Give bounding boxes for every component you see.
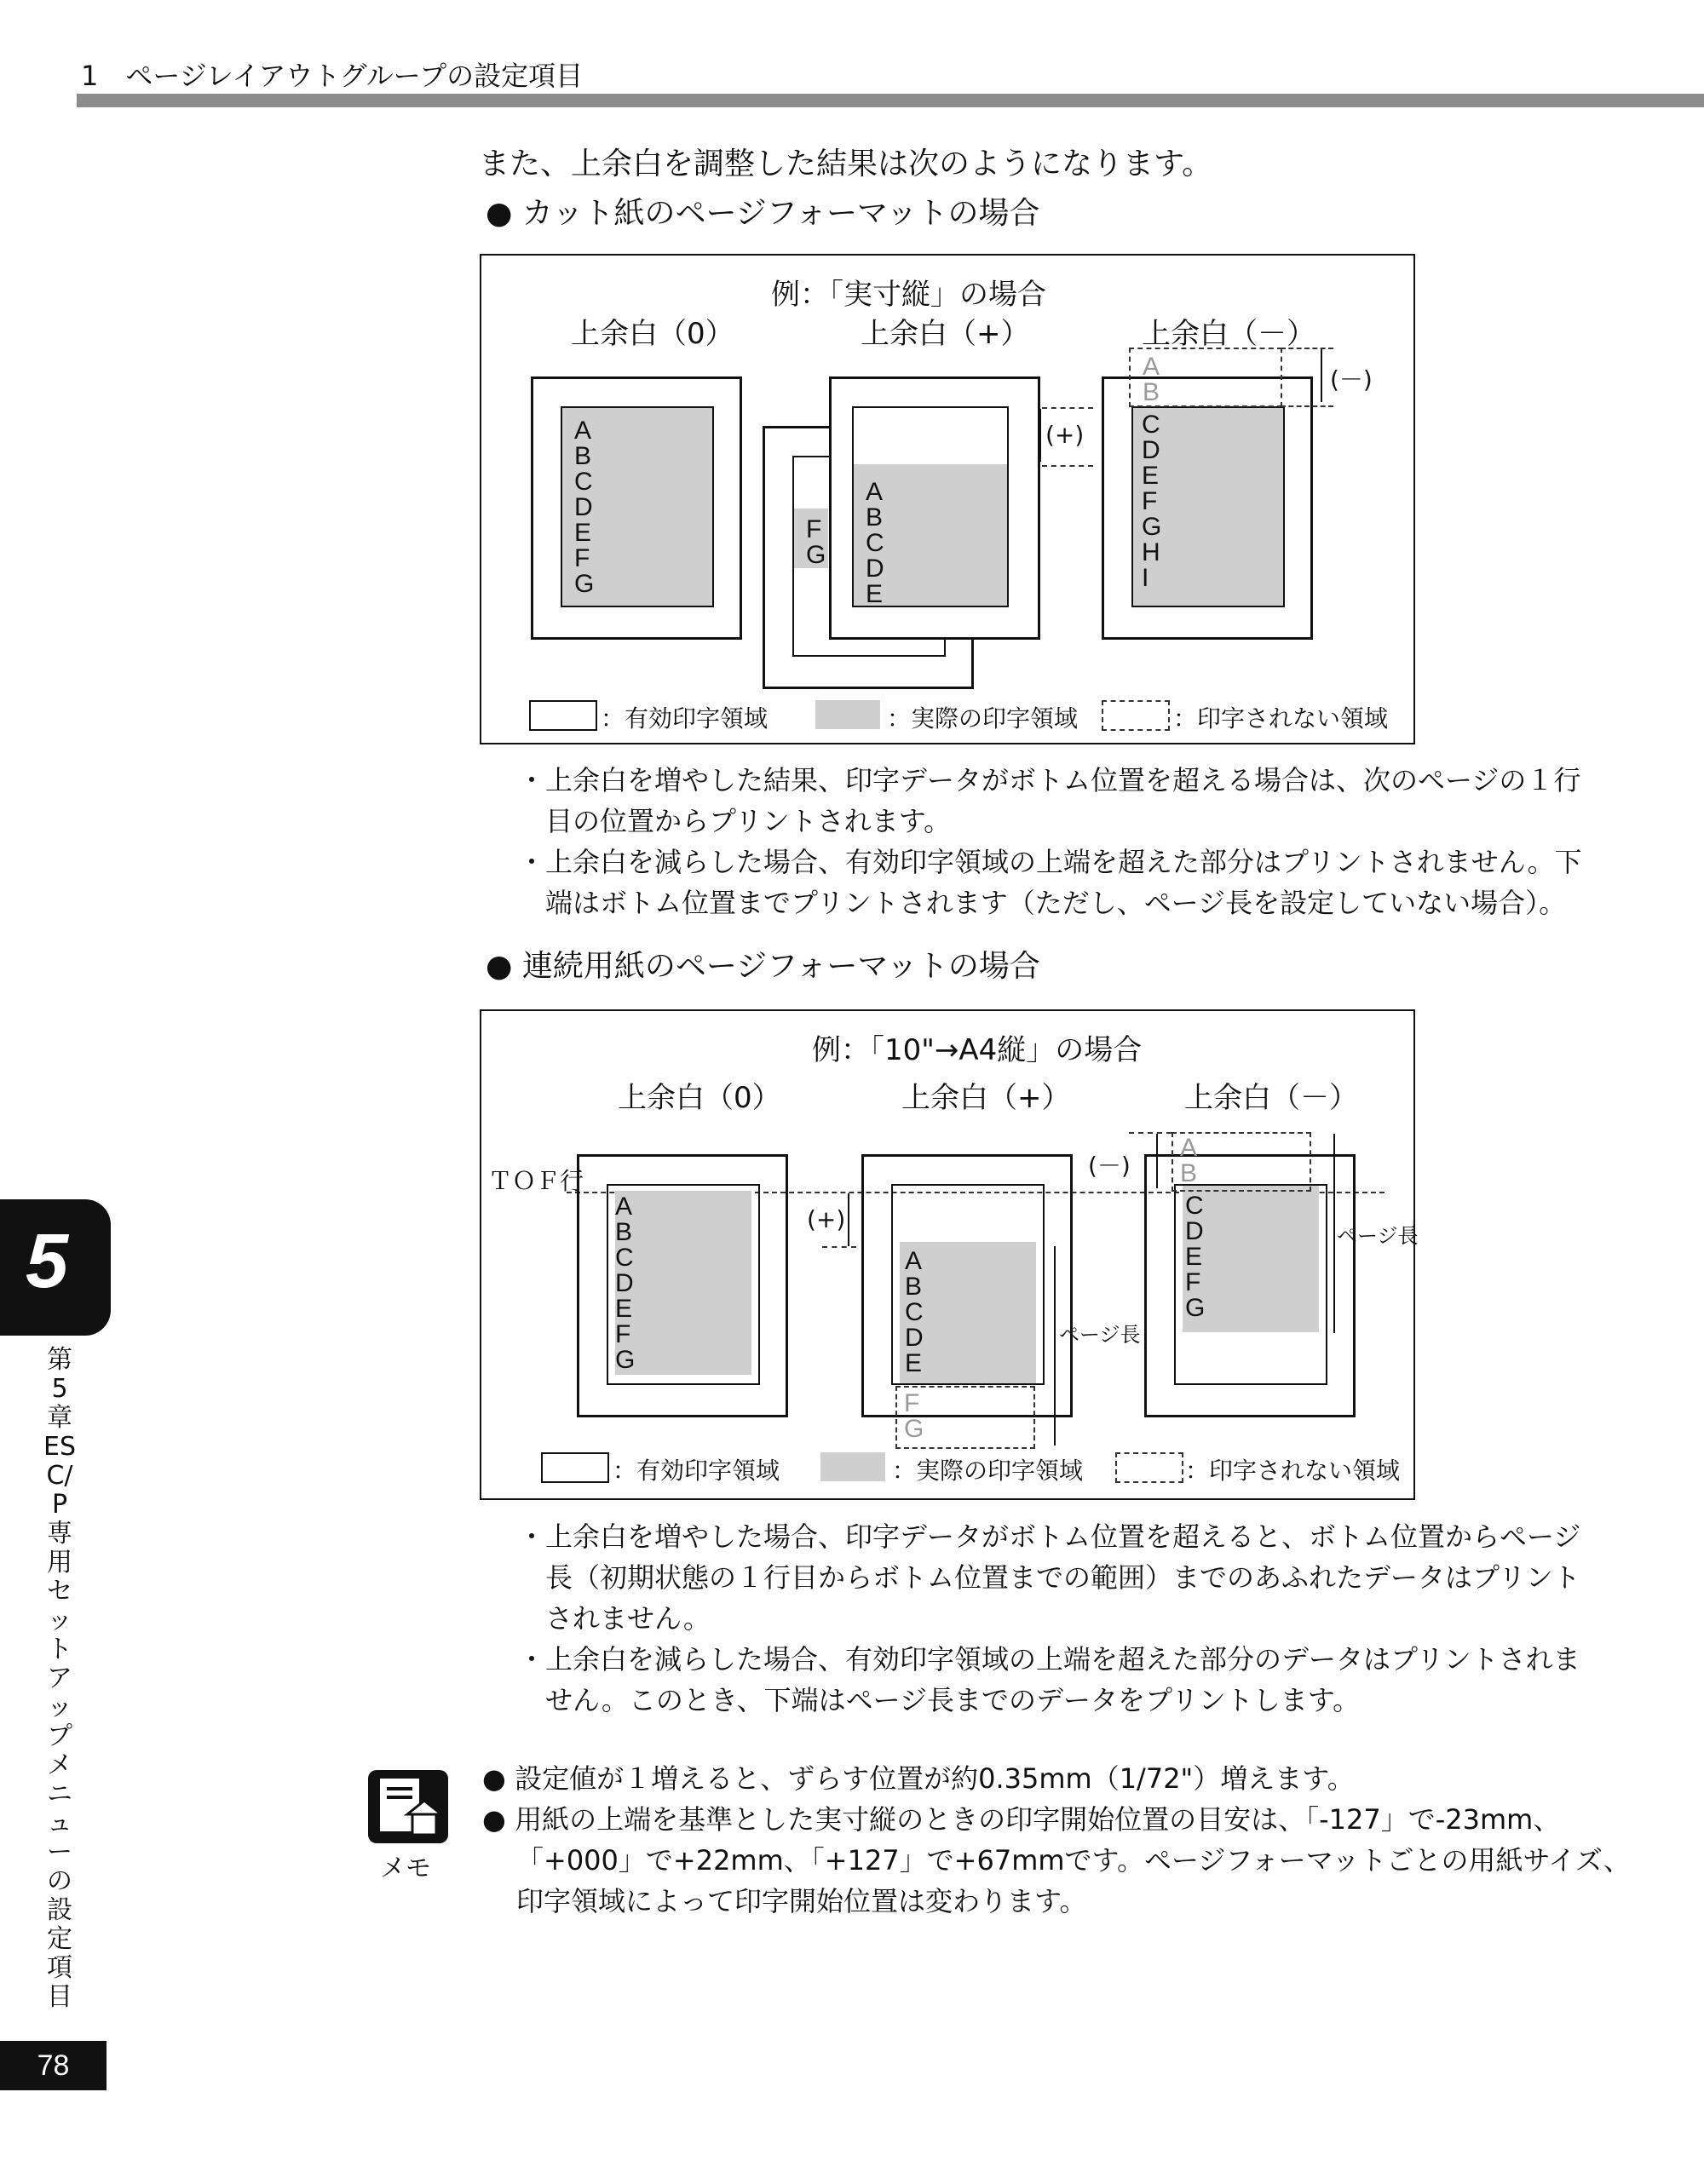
fig1-legend-actual: ：実際の印字領域 (887, 704, 1079, 733)
fig1-page0 (531, 376, 742, 640)
notes2 (518, 1516, 1580, 1721)
fig2-legend-actual-swatch (820, 1452, 885, 1481)
fig2-pagem (1144, 1154, 1356, 1417)
fig1-pagep-back-letters: FG (806, 515, 826, 569)
fig1-pagem-unprinted (1129, 348, 1282, 407)
memo-label: メモ (380, 1854, 431, 1883)
fig1-colp: 上余白（+） (861, 317, 1030, 351)
fig1-legend-valid-swatch (529, 700, 597, 731)
fig1-pagem-gray-letters: AB (1143, 353, 1160, 406)
note2-line: されません。 (545, 1602, 711, 1635)
fig1-legend-none-swatch (1102, 700, 1170, 731)
fig2-pagelen-p: ページ長 (1059, 1323, 1141, 1347)
notes1 (518, 760, 1582, 923)
fig2-legend-none: ：印字されない領域 (1185, 1457, 1401, 1485)
side-chapter-text: 第5章 ESC/P専用セットアップメニュー の設定項目 (43, 1345, 76, 2012)
fig1-title: 例：「実寸縦」の場合 (771, 278, 1046, 312)
note1-line: 端はボトム位置までプリントされます（ただし、ページ長を設定していない場合）。 (545, 887, 1567, 919)
fig1-pagem (1102, 376, 1313, 640)
memo-item: ● 用紙の上端を基準とした実寸縦のときの印字開始位置の目安は、「-127」で-23mm、 (482, 1803, 1561, 1836)
fig2-colp: 上余白（+） (901, 1081, 1071, 1115)
fig1-page0-print (561, 406, 714, 607)
fig2-pagelen-m: ページ長 (1337, 1224, 1419, 1248)
header-rule (77, 94, 1704, 107)
fig2-plus-label: (+) (807, 1205, 846, 1233)
intro-text: また、上余白を調整した結果は次のようになります。 (479, 147, 1213, 181)
fig1-col0: 上余白（0） (571, 317, 734, 351)
fig1-page0-letters: ABCDEFG (574, 417, 595, 598)
fig1-minus-label: (－) (1330, 365, 1373, 394)
note2-line: 長（初期状態の１行目からボトム位置までの範囲）までのあふれたデータはプリント (545, 1561, 1580, 1594)
note1-line: 目の位置からプリントされます。 (545, 805, 952, 837)
memo-list (482, 1758, 1631, 1922)
note1-line: ・上余白を減らした場合、有効印字領域の上端を超えた部分はプリントされません。下 (518, 846, 1582, 878)
fig1-pagem-letters: CDEFGHI (1142, 411, 1162, 592)
memo-item-cont: 「+000」で+22mm、「+127」で+67mmです。ページフォーマットごとの用紙サイズ、 (516, 1844, 1631, 1877)
fig2-pagep-gray-letters: FG (904, 1389, 924, 1443)
memo-item-cont: 印字領域によって印字開始位置は変わります。 (516, 1885, 1087, 1917)
section2-heading: ● 連続用紙のページフォーマットの場合 (486, 949, 1040, 984)
fig1-legend-actual-swatch (815, 700, 880, 729)
fig1-legend-none: ：印字されない領域 (1173, 704, 1389, 733)
fig1-plus-label: (+) (1045, 421, 1085, 449)
fig2-legend-valid: ：有効印字領域 (613, 1457, 780, 1485)
running-header: 1 ページレイアウトグループの設定項目 (81, 60, 584, 92)
fig2-legend-none-swatch (1115, 1452, 1183, 1483)
section1-label: カット紙のページフォーマットの場合 (521, 196, 1040, 231)
fig2-pagem-gray-letters: AB (1180, 1134, 1198, 1187)
page-number: 78 (0, 2041, 106, 2090)
fig2-pagem-unprinted (1172, 1132, 1311, 1192)
section2-label: 連続用紙のページフォーマットの場合 (521, 949, 1040, 984)
fig2-title: 例：「10"→A4縦」の場合 (812, 1033, 1143, 1067)
figure-continuous (480, 1009, 1419, 1500)
note2-line: ・上余白を増やした場合、印字データがボトム位置を超えると、ボトム位置からページ (518, 1520, 1581, 1553)
memo-item: ● 設定値が１増えると、ずらす位置が約0.35mm（1/72"）増えます。 (482, 1762, 1355, 1795)
memo-icon (368, 1770, 448, 1843)
fig1-colm: 上余白（－） (1142, 317, 1315, 351)
fig2-page0 (577, 1154, 788, 1417)
fig1-pagep-letters: ABCDE (866, 478, 884, 608)
chapter-tab: 5 (0, 1199, 111, 1336)
fig2-legend-actual: ：実際の印字領域 (892, 1457, 1084, 1485)
fig2-minus-label: (－) (1088, 1152, 1131, 1180)
fig2-colm: 上余白（－） (1184, 1081, 1358, 1115)
fig2-pagem-letters: CDEFG (1185, 1192, 1206, 1322)
fig2-pagep-overflow (895, 1386, 1035, 1449)
fig1-pagep-area (852, 406, 1009, 607)
fig2-page0-letters: ABCDEFG (615, 1193, 636, 1374)
fig1-legend-valid: ：有効印字領域 (601, 704, 769, 733)
fig2-pagep (861, 1154, 1073, 1417)
fig2-col0: 上余白（0） (618, 1081, 781, 1115)
fig1-pagep (829, 376, 1040, 640)
note2-line: ・上余白を減らした場合、有効印字領域の上端を超えた部分のデータはプリントされま (518, 1643, 1580, 1675)
section1-heading: ● カット紙のページフォーマットの場合 (486, 196, 1040, 231)
fig2-legend-valid-swatch (541, 1452, 609, 1483)
fig2-tof-label: ＴＯＦ行 (488, 1167, 584, 1195)
fig2-pagep-letters: ABCDE (905, 1247, 924, 1377)
figure-cut-sheet (480, 254, 1415, 744)
note2-line: せん。このとき、下端はページ長までのデータをプリントします。 (545, 1684, 1361, 1716)
note1-line: ・上余白を増やした結果、印字データがボトム位置を超える場合は、次のページの１行 (518, 764, 1581, 796)
